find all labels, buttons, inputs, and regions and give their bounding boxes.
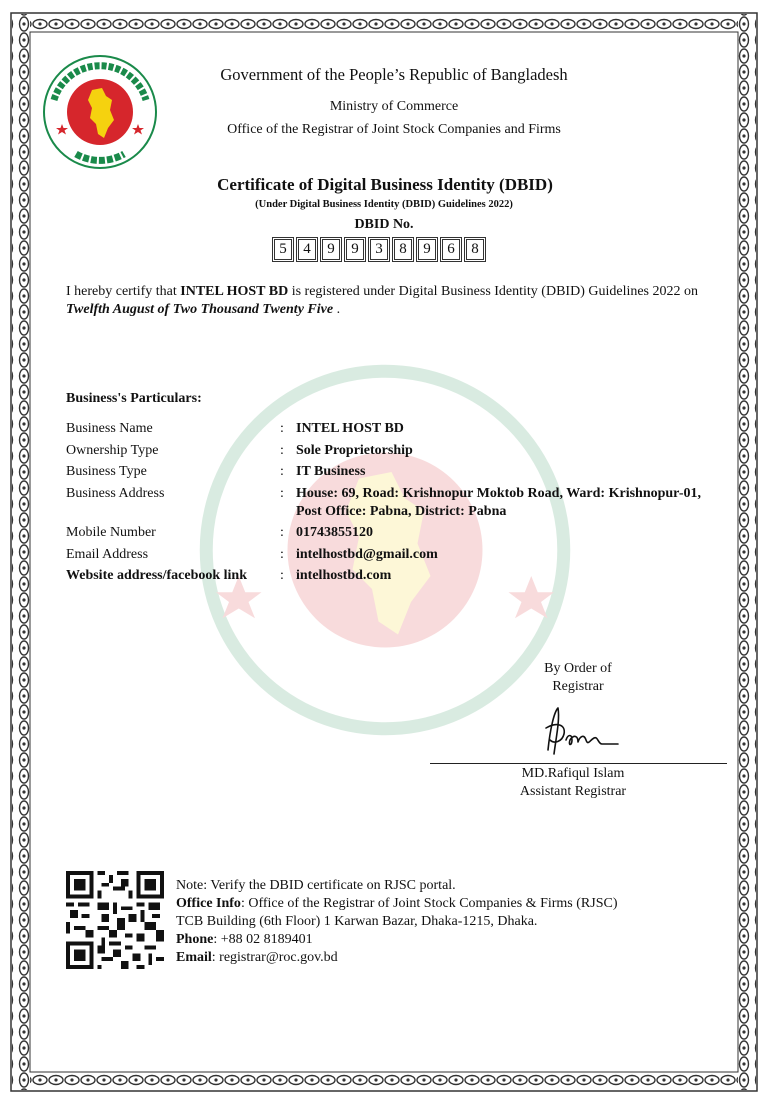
government-heading: Government of the People’s Republic of Bangladesh [220,65,568,84]
particular-label: Website address/facebook link [66,568,247,583]
particular-row: Business Type : IT Business [66,463,730,481]
signature-line [430,763,727,764]
phone-line: Phone: +88 02 8189401 [176,932,313,947]
particular-row: Website address/facebook link : intelhostbd.com [66,567,730,585]
particular-value: 01743855120 [296,525,373,540]
registration-date: Twelfth August of Two Thousand Twenty Five [66,302,334,317]
email-line: Email: registrar@roc.gov.bd [176,950,338,965]
dbid-digit: 3 [368,237,390,262]
dbid-number-boxes [272,237,486,262]
particular-row: Ownership Type : Sole Proprietorship [66,442,730,460]
particular-value: INTEL HOST BD [296,421,404,436]
particular-label: Ownership Type [66,443,159,458]
signer-block [480,765,666,801]
certificate-subtitle: (Under Digital Business Identity (DBID) Guidelines 2022) [255,199,513,210]
by-order-block [500,660,656,696]
dbid-digit: 6 [440,237,462,262]
by-order-text: By Order of [544,661,612,676]
dbid-label: DBID No. [354,217,414,232]
signer-title: Assistant Registrar [519,784,627,799]
dbid-digit: 8 [464,237,486,262]
dbid-digit: 5 [272,237,294,262]
particular-row: Email Address : intelhostbd@gmail.com [66,546,730,564]
particular-value: House: 69, Road: Krishnopur Moktob Road, Ward: Krishnopur-01, Post Office: Pabna, District: Pabna [296,486,702,519]
particular-value: intelhostbd.com [296,568,392,583]
verification-note [176,877,736,967]
particular-label: Business Name [66,421,153,436]
particular-row: Business Address : House: 69, Road: Krishnopur Moktob Road, Ward: Krishnopur-01, Post Office: Pabna, District: Pabna [66,485,730,521]
particular-label: Email Address [66,547,149,562]
particular-value: IT Business [296,464,366,479]
particular-value: Sole Proprietorship [296,443,413,458]
particular-row: Business Name : INTEL HOST BD [66,420,730,438]
ministry-heading: Ministry of Commerce [329,99,459,114]
office-heading: Office of the Registrar of Joint Stock Companies and Firms [227,122,561,137]
particular-label: Business Address [66,486,165,501]
dbid-digit: 9 [344,237,366,262]
dbid-digit: 4 [296,237,318,262]
note-text: Note: Verify the DBID certificate on RJSC portal. [176,878,456,893]
dbid-digit: 9 [416,237,438,262]
particular-label: Mobile Number [66,525,156,540]
particular-value: intelhostbd@gmail.com [296,547,438,562]
particular-label: Business Type [66,464,147,479]
certificate-title: Certificate of Digital Business Identity (DBID) [217,175,553,194]
dbid-digit: 9 [320,237,342,262]
office-info-line: Office Info: Office of the Registrar of Joint Stock Companies & Firms (RJSC) [176,896,618,911]
dbid-digit: 8 [392,237,414,262]
office-address: TCB Building (6th Floor) 1 Karwan Bazar, Dhaka-1215, Dhaka. [176,914,538,929]
signer-name: MD.Rafiqul Islam [521,766,625,781]
certification-statement: I hereby certify that INTEL HOST BD is registered under Digital Business Identity (DBID) Guidelines 2022 on Twelfth August of Two Thousand Twenty Five . [66,284,699,317]
qr-code-image [66,871,164,969]
particular-row: Mobile Number : 01743855120 [66,524,730,542]
registrar-text: Registrar [552,679,604,694]
certified-business-name: INTEL HOST BD [180,284,289,299]
signature-image [536,700,626,762]
particulars-heading: Business's Particulars: [66,391,202,406]
